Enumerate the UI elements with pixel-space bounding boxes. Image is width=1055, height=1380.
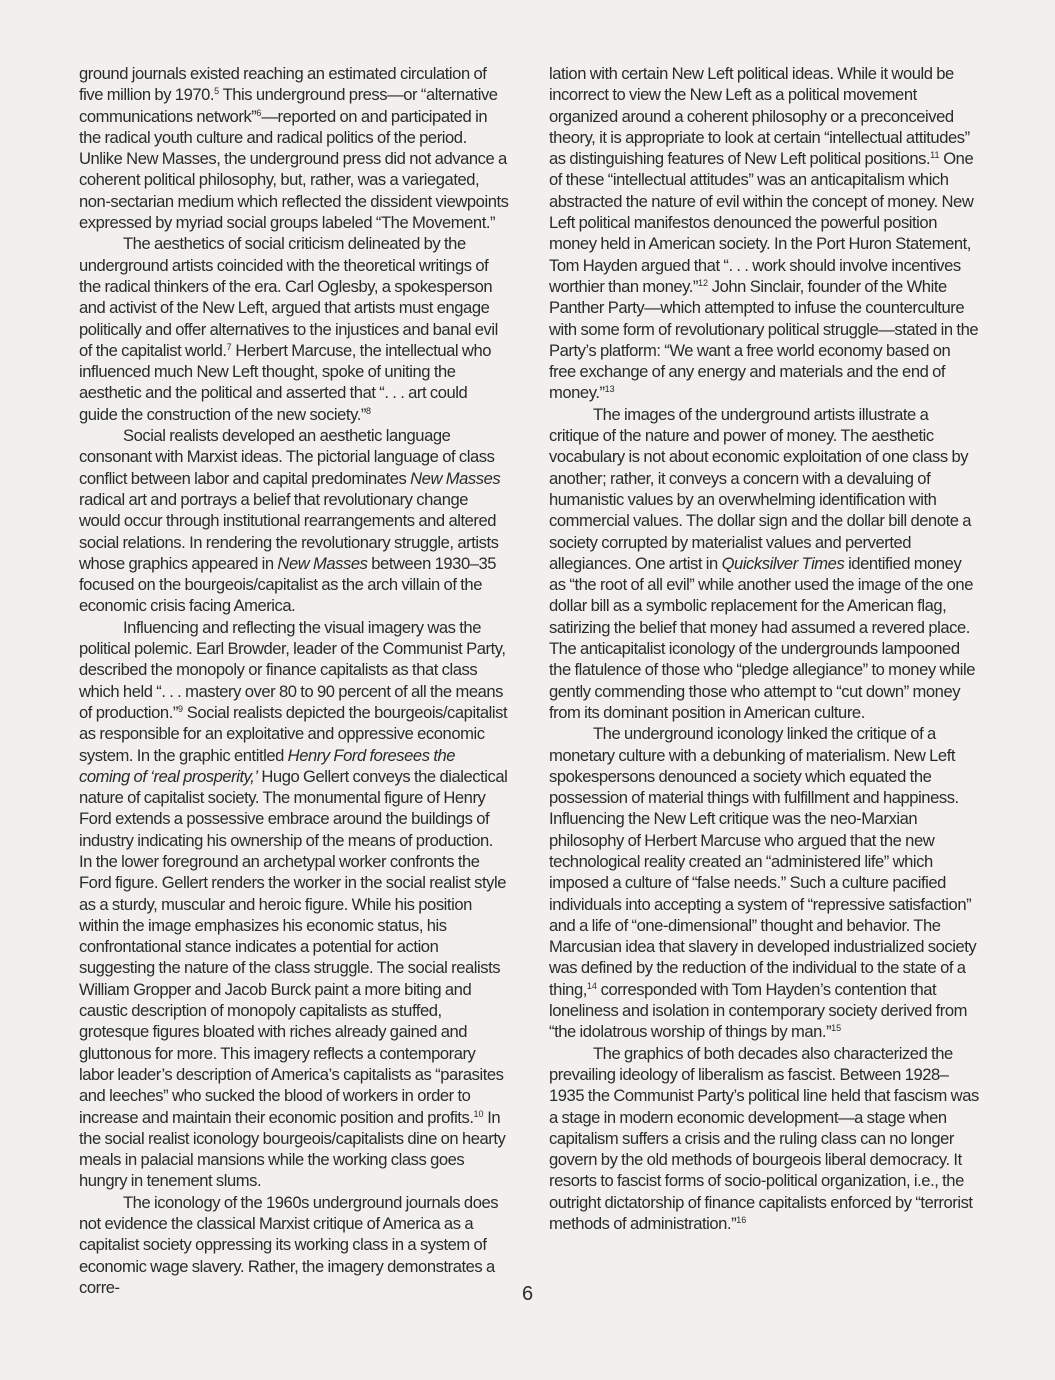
text: The images of the underground artists illustrate a critique of the nature and power of money. The aesthetic vocabulary is not about economic exploitation of one class by another; rather, it conveys a concern with a devaluing of humanistic values by an overwhelming identification with commercial values. The dollar sign and the dollar bill denote a society corrupted by materialist values and perverted allegiances. One artist in — [549, 404, 972, 573]
footnote-ref: 14 — [586, 980, 597, 991]
text: The aesthetics of social criticism delineated by the underground artists coincided with the theoretical writings of the radical thinkers of the era. Carl Oglesby, a spokesperson and activist of the New Left, argued that artists must engage politically and offer alternatives to the injustices and banal evil of the capitalist world. — [79, 234, 498, 360]
footnote-ref: 12 — [698, 277, 709, 288]
text: Hugo Gellert conveys the dialectical nature of capitalist society. The monumental figure of Henry Ford extends a possessive embrace around the buildings of industry indicating his ownership of the means of production. In the lower foreground an archetypal worker confronts the Ford figure. Gellert renders the worker in the social realist style as a sturdy, muscular and heroic figure. While his position within the image emphasizes his economic status, his confrontational stance indicates a potential for action suggesting the nature of the class struggle. The social realists William Gropper and Jacob Burck paint a more biting and caustic description of monopoly capitalists as stuffed, grotesque figures bloated with riches already gained and gluttonous for more. This imagery reflects a contemporary labor leader’s description of America’s capitalists as “parasites and leeches” who sucked the blood of workers in order to increase and maintain their economic position and profits. — [79, 766, 508, 1127]
text: The graphics of both decades also characterized the prevailing ideology of liberalism as fascist. Between 1928–1935 the Communist Party’s political line held that fascism was a stage in modern economic development—a stage when capitalism suffers a crisis and the ruling class can no longer govern by the old methods of bourgeois liberal democracy. It resorts to fascist forms of socio-political organization, i.e., the outright dictatorship of finance capitalists enforced by “terrorist methods of administration.” — [549, 1043, 979, 1234]
text: This underground press—or “alternative communications network” — [79, 85, 498, 126]
footnote-ref: 6 — [256, 107, 262, 118]
paragraph — [549, 63, 979, 404]
text: Influencing and reflecting the visual imagery was the political polemic. Earl Browder, leader of the Communist Party, described the monopoly or finance capitalists as that class which held “. . . mastery over 80 to 90 percent of all the means of production.” — [79, 617, 506, 722]
text: ground journals existed reaching an estimated circulation of five million by 1970. — [79, 64, 487, 105]
footnote-ref: 13 — [604, 384, 615, 395]
footnote-ref: 9 — [177, 703, 183, 714]
left-column — [79, 63, 509, 1298]
paragraph — [549, 723, 979, 1042]
text: The iconology of the 1960s underground journals does not evidence the classical Marxist critique of America as a capitalist society oppressing its working class in a system of economic wage slavery. Rather, the imagery demonstrates a corre- — [79, 1192, 499, 1297]
text: —reported on and participated in the radical youth culture and radical politics of the period. Unlike New Masses, the underground press did not advance a coherent political philosophy, but, rather, was a variegated, non-sectarian medium which reflected the dissident viewpoints expressed by myriad social groups labeled “The Movement.” — [79, 106, 509, 233]
footnote-ref: 11 — [930, 150, 940, 161]
paragraph — [79, 617, 509, 1192]
text: Social realists depicted the bourgeois/capitalist as responsible for an exploitative and oppressive economic system. In the graphic entitled — [79, 702, 508, 765]
publication-title: New Masses — [277, 553, 368, 573]
paragraph — [549, 1043, 979, 1235]
paragraph — [79, 63, 509, 233]
paragraph — [549, 404, 979, 723]
text: lation with certain New Left political ideas. While it would be incorrect to view the New Left as a political movement organized around a coherent philosophy or a preconceived theory, it is appropriate to look at certain “intellectual attitudes” as distinguishing features of New Left political positions. — [549, 64, 970, 169]
text: John Sinclair, founder of the White Panther Party—which attempted to infuse the counterculture with some form of revolutionary political struggle—stated in the Party’s platform: “We want a free world economy based on free exchange of any energy and materials and the end of money.” — [549, 276, 979, 403]
artwork-title: Henry Ford foresees the coming of ‘real prosperity,’ — [79, 745, 456, 786]
right-column — [549, 63, 979, 1234]
footnote-ref: 10 — [473, 1108, 484, 1119]
footnote-ref: 15 — [831, 1023, 842, 1034]
text: corresponded with Tom Hayden’s contention that loneliness and isolation in contemporary society derived from “the idolatrous worship of things by man.” — [549, 979, 968, 1042]
publication-title: New Masses — [410, 468, 501, 488]
text: Herbert Marcuse, the intellectual who influenced much New Left thought, spoke of uniting the aesthetic and the political and asserted that “. . . art could guide the construction of the new society.” — [79, 340, 492, 424]
text: One of these “intellectual attitudes” was an anticapitalism which abstracted the nature of evil within the concept of money. New Left political manifestos denounced the powerful position money held in American society. In the Port Huron Statement, Tom Hayden argued that “. . . work should involve incentives worthier than money.” — [549, 149, 974, 296]
text: The underground iconology linked the critique of a monetary culture with a debunking of materialism. New Left spokespersons denounced a society which equated the possession of material things with fulfillment and happiness. Influencing the New Left critique was the neo-Marxian philosophy of Herbert Marcuse who argued that the new technological reality created an “administered life” which imposed a culture of “false needs.” Such a culture pacified individuals into accepting a system of “repressive satisfaction” and a life of “one-dimensional” thought and behavior. The Marcusian idea that slavery in developed industrialized society was defined by the reduction of the individual to the state of a thing, — [549, 724, 977, 999]
text: between 1930–35 focused on the bourgeois/capitalist as the arch villain of the economic crisis facing America. — [79, 553, 497, 616]
footnote-ref: 7 — [226, 341, 232, 352]
footnote-ref: 16 — [736, 1215, 747, 1226]
publication-title: Quicksilver Times — [721, 553, 845, 573]
page-number: 6 — [521, 1283, 534, 1305]
text: In the social realist iconology bourgeois/capitalists dine on hearty meals in palacial mansions while the working class goes hungry in tenement slums. — [79, 1107, 506, 1191]
paragraph — [79, 425, 509, 617]
paragraph — [79, 233, 509, 425]
footnote-ref: 8 — [365, 405, 371, 416]
text: Social realists developed an aesthetic language consonant with Marxist ideas. The pictorial language of class conflict between labor and capital predominates — [79, 426, 495, 488]
text: radical art and portrays a belief that revolutionary change would occur through institutional rearrangements and altered social relations. In rendering the revolutionary struggle, artists whose graphics appeared in — [79, 489, 499, 573]
text: identified money as “the root of all evil” while another used the image of the one dollar bill as a symbolic replacement for the American flag, satirizing the belief that money had assumed a revered place. The anticapitalist iconology of the undergrounds lampooned the flatulence of those who “pledge allegiance” to money while gently commending those who attempt to “cut down” money from its dominant position in American culture. — [549, 553, 976, 722]
footnote-ref: 5 — [214, 86, 220, 97]
